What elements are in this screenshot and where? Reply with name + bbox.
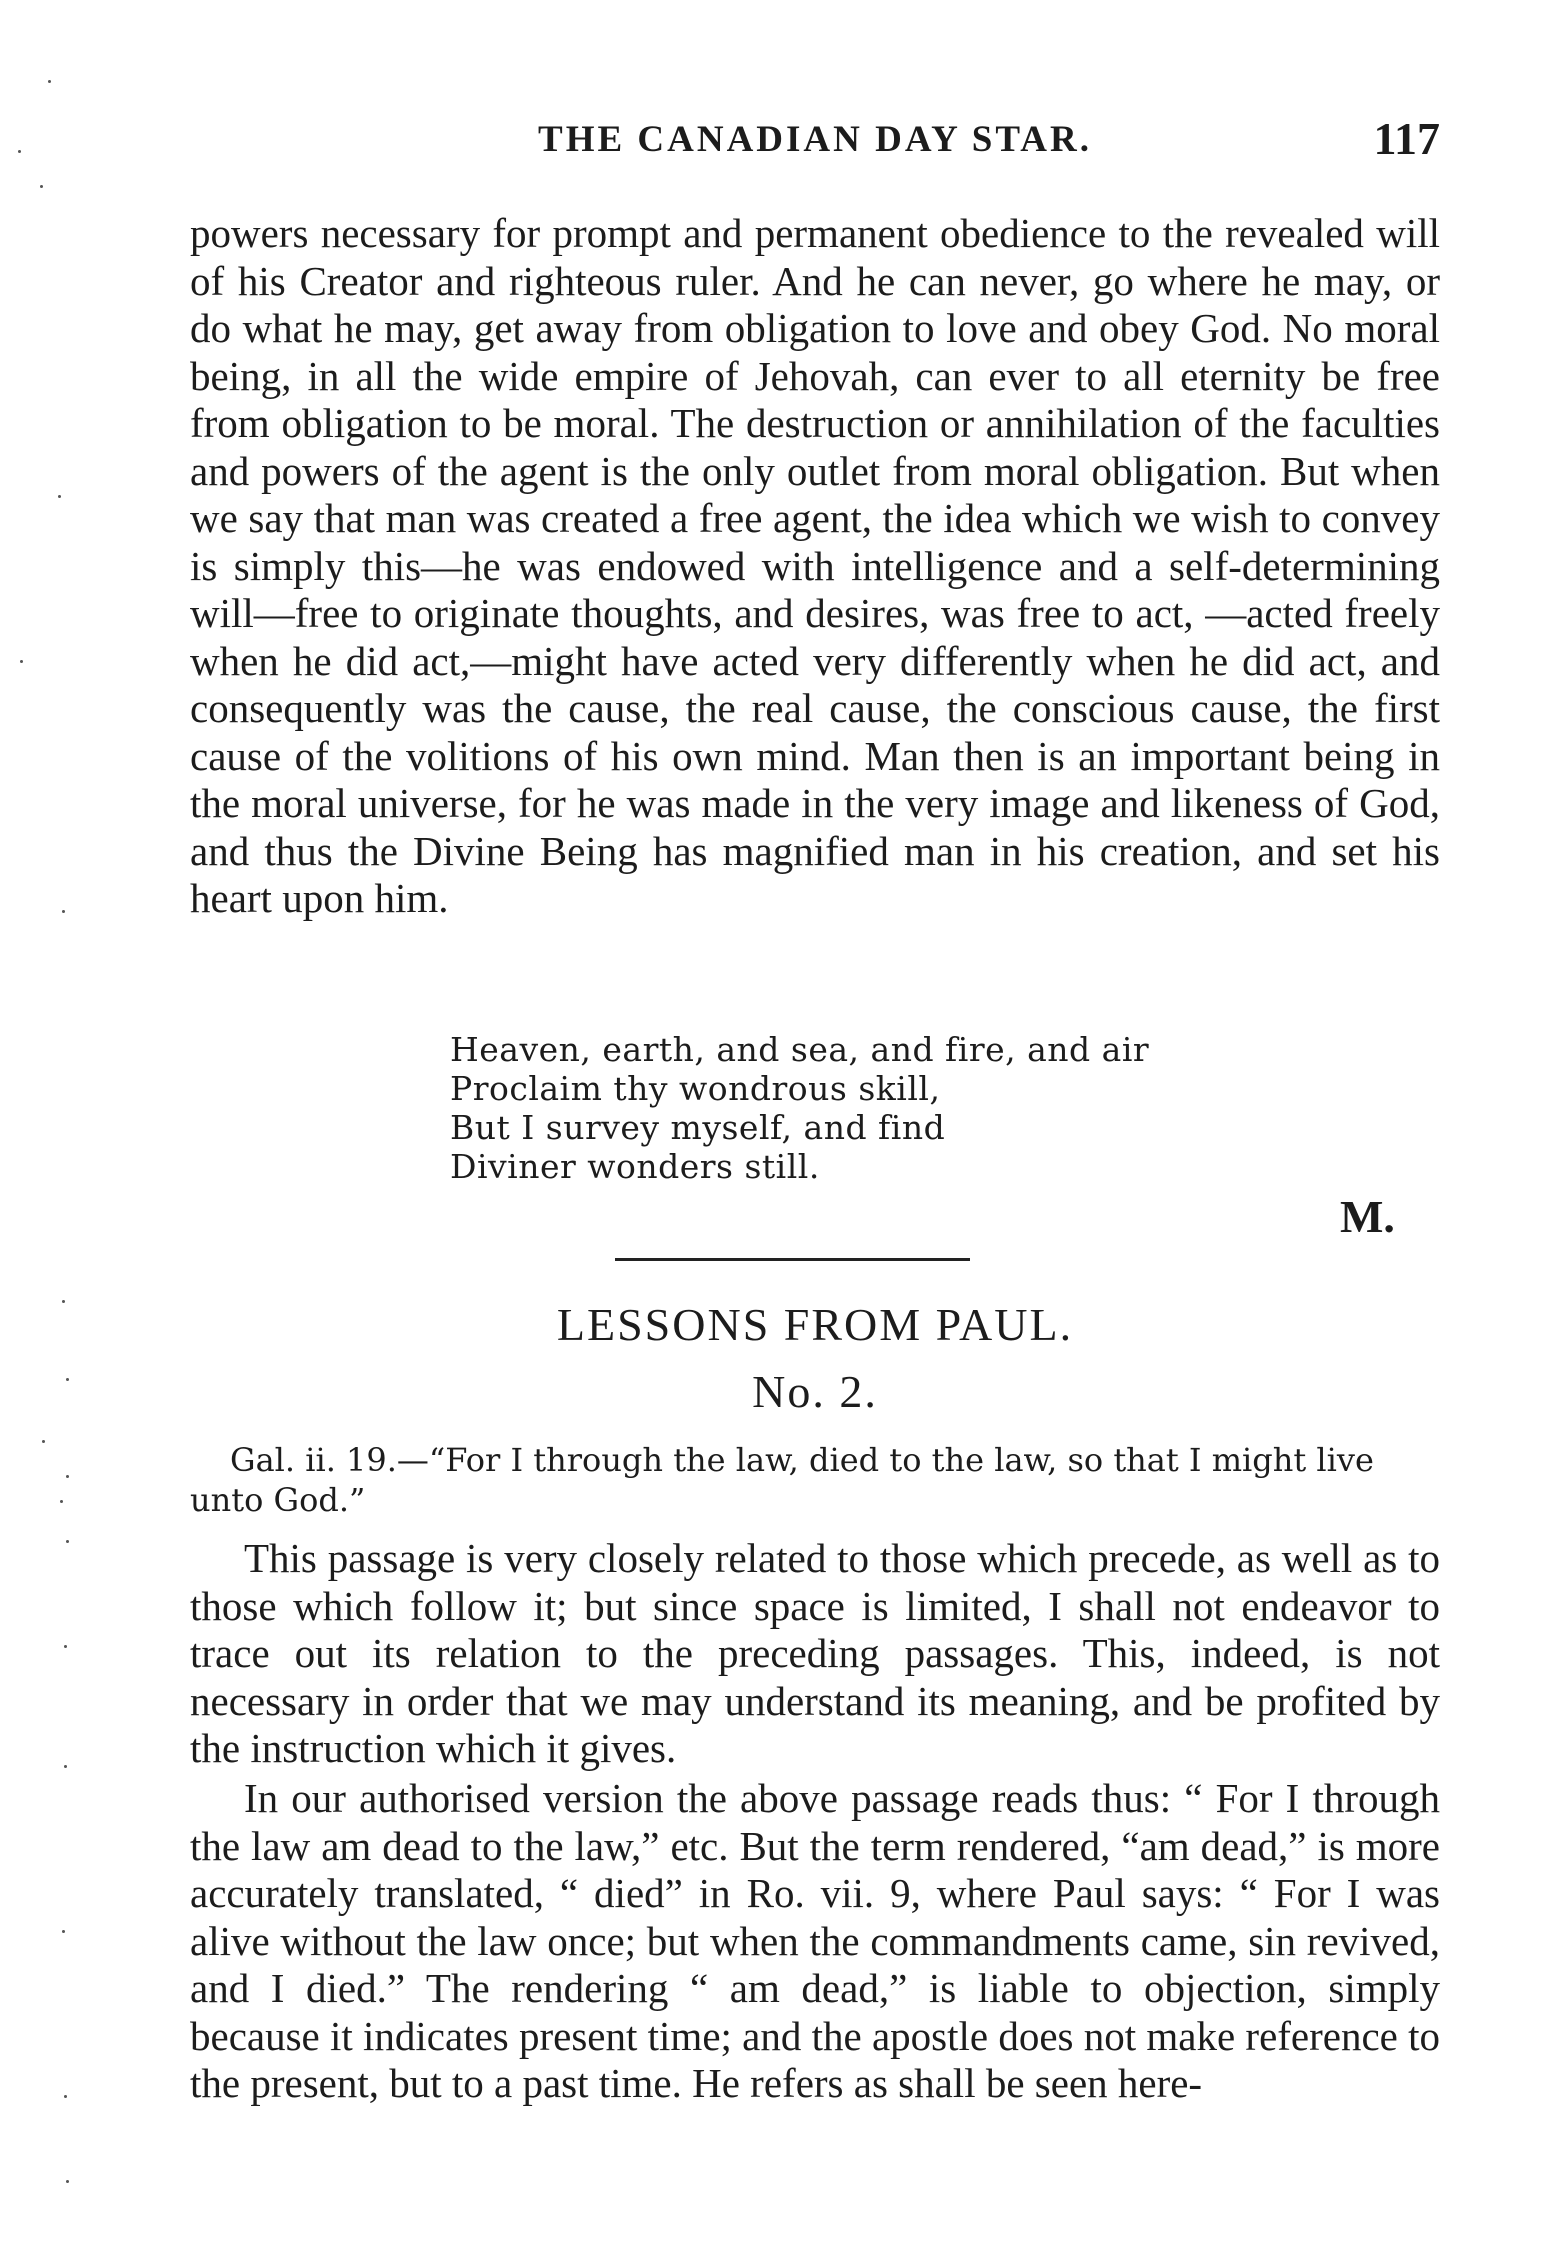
article-paragraph: This passage is very closely related to those which precede, as well as to those which follow it; but since space is limited, I shall not endeavor to trace out its relation to the preceding passages. This, indeed, is not necessary in order that we may understand its meaning, and be profited by the instruction which it gives.	[190, 1535, 1440, 1771]
scan-speck	[18, 150, 21, 153]
page-number: 117	[1373, 113, 1440, 164]
article-title: LESSONS FROM PAUL.	[556, 1299, 1074, 1350]
poem-line: But I survey myself, and find	[450, 1108, 946, 1147]
author-signature: M.	[1340, 1191, 1395, 1242]
scan-speck	[62, 910, 65, 913]
scan-speck	[60, 1500, 63, 1503]
scan-speck	[66, 1475, 69, 1478]
scan-speck	[64, 1765, 67, 1768]
poem-line: Diviner wonders still.	[450, 1147, 820, 1186]
article-paragraph: In our authorised version the above passage reads thus: “ For I through the law am dead to the law,” etc. But the term rendered, “am dead,” is more accurately translated, “ died” in Ro. vii. 9, where Paul says: “ For I was alive without the law once; but when the commandments came, sin revived, and I died.” The rendering “ am dead,” is liable to objection, simply because it indicates present time; and the apostle does not make reference to the present, but to a past time. He refers as shall be seen here-	[190, 1775, 1440, 2106]
poem	[450, 1030, 1149, 1186]
scan-speck	[58, 495, 61, 498]
poem-line: Proclaim thy wondrous skill,	[450, 1069, 941, 1108]
scan-speck	[66, 1540, 69, 1543]
scan-speck	[42, 1440, 45, 1443]
scan-speck	[66, 2180, 69, 2183]
section-divider	[615, 1258, 970, 1261]
scan-speck	[66, 1378, 69, 1381]
scan-speck	[64, 2095, 67, 2098]
article-subtitle: No. 2.	[752, 1366, 878, 1417]
scripture-epigraph: Gal. ii. 19.—“For I through the law, died to the law, so that I might live unto God.”	[190, 1441, 1374, 1519]
article-paragraph: powers necessary for prompt and permanent obedience to the revealed will of his Creator and righteous ruler. And he can never, go where he may, or do what he may, get away from obligation to love and obey God. No moral being, in all the wide empire of Jehovah, can ever to all eternity be free from obligation to be moral. The destruction or annihilation of the faculties and powers of the agent is the only outlet from moral obligation. But when we say that man was created a free agent, the idea which we wish to convey is simply this—he was endowed with intelligence and a self-determining will—free to originate thoughts, and desires, was free to act, —acted freely when he did act,—might have acted very differently when he did act, and consequently was the cause, the real cause, the conscious cause, the first cause of the volitions of his own mind. Man then is an important being in the moral universe, for he was made in the very image and likeness of God, and thus the Divine Being has magnified man in his creation, and set his heart upon him.	[190, 210, 1440, 921]
scan-speck	[40, 185, 43, 188]
scan-speck	[20, 660, 23, 663]
scan-speck	[62, 1930, 65, 1933]
running-head: THE CANADIAN DAY STAR.	[538, 119, 1092, 160]
scan-speck	[62, 1300, 65, 1303]
scan-speck	[48, 80, 51, 83]
poem-line: Heaven, earth, and sea, and fire, and air	[450, 1030, 1150, 1069]
scan-speck	[64, 1645, 67, 1648]
page-header	[190, 112, 1440, 162]
